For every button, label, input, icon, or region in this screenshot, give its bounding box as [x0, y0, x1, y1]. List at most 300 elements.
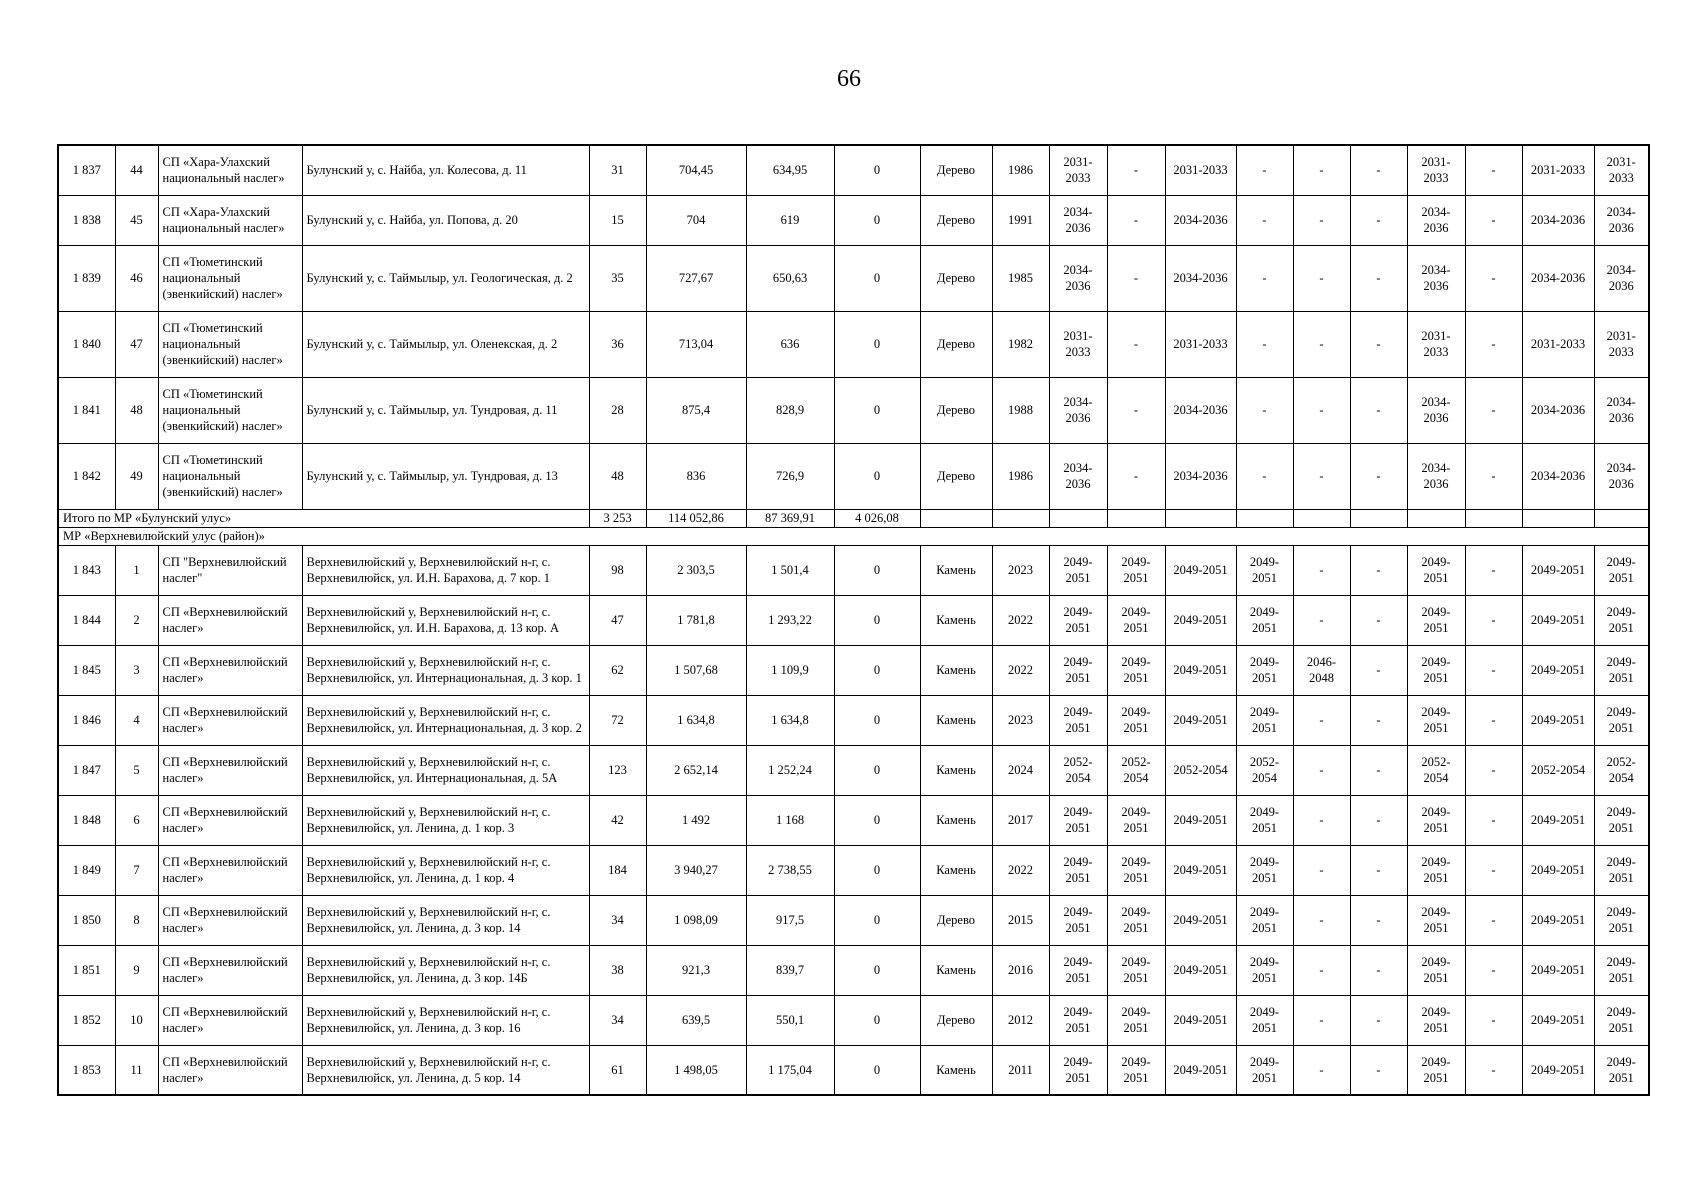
- apartments-count-cell: 184: [589, 845, 646, 895]
- period-7-cell: 2031-2033: [1407, 145, 1465, 195]
- period-9-cell: 2052-2054: [1522, 745, 1594, 795]
- total-empty-cell: [920, 509, 992, 527]
- period-8-cell: -: [1465, 695, 1522, 745]
- apartments-count-cell: 15: [589, 195, 646, 245]
- total-empty-cell: [1107, 509, 1165, 527]
- year-built-cell: 1991: [992, 195, 1049, 245]
- address-cell: Верхневилюйский у, Верхневилюйский н-г, с. Верхневилюйск, ул. Интернациональная, д. 3 кор. 2: [302, 695, 589, 745]
- living-area-cell: 726,9: [746, 443, 834, 509]
- period-6-cell: -: [1350, 1045, 1407, 1095]
- table-row: [58, 895, 1649, 945]
- living-area-cell: 1 109,9: [746, 645, 834, 695]
- living-area-cell: 828,9: [746, 377, 834, 443]
- wall-material-cell: Дерево: [920, 195, 992, 245]
- emergency-area-cell: 0: [834, 895, 920, 945]
- table-body: [58, 145, 1649, 1095]
- period-10-cell: 2049-2051: [1594, 1045, 1649, 1095]
- period-3-cell: 2034-2036: [1165, 195, 1236, 245]
- apartments-count-cell: 48: [589, 443, 646, 509]
- year-built-cell: 2016: [992, 945, 1049, 995]
- row-index-cell: 1 840: [58, 311, 115, 377]
- total-area-cell: 1 498,05: [646, 1045, 746, 1095]
- row-index-cell: 1 850: [58, 895, 115, 945]
- table-row: [58, 795, 1649, 845]
- period-3-cell: 2034-2036: [1165, 245, 1236, 311]
- period-2-cell: -: [1107, 195, 1165, 245]
- period-9-cell: 2031-2033: [1522, 311, 1594, 377]
- emergency-area-cell: 0: [834, 745, 920, 795]
- total-area-cell: 704: [646, 195, 746, 245]
- period-4-cell: -: [1236, 443, 1293, 509]
- period-8-cell: -: [1465, 995, 1522, 1045]
- address-cell: Верхневилюйский у, Верхневилюйский н-г, с. Верхневилюйск, ул. Интернациональная, д. 3 кор. 1: [302, 645, 589, 695]
- address-cell: Верхневилюйский у, Верхневилюйский н-г, с. Верхневилюйск, ул. Ленина, д. 1 кор. 4: [302, 845, 589, 895]
- total-area-cell: 727,67: [646, 245, 746, 311]
- period-1-cell: 2031-2033: [1049, 311, 1107, 377]
- total-empty-cell: [1236, 509, 1293, 527]
- period-3-cell: 2049-2051: [1165, 1045, 1236, 1095]
- emergency-area-cell: 0: [834, 545, 920, 595]
- period-4-cell: 2049-2051: [1236, 545, 1293, 595]
- period-10-cell: 2049-2051: [1594, 645, 1649, 695]
- wall-material-cell: Камень: [920, 795, 992, 845]
- period-3-cell: 2049-2051: [1165, 895, 1236, 945]
- period-7-cell: 2034-2036: [1407, 377, 1465, 443]
- organization-cell: СП «Верхневилюйский наслег»: [158, 745, 302, 795]
- period-6-cell: -: [1350, 745, 1407, 795]
- period-9-cell: 2034-2036: [1522, 443, 1594, 509]
- address-cell: Булунский у, с. Таймылыр, ул. Оленекская, д. 2: [302, 311, 589, 377]
- total-c3-cell: 87 369,91: [746, 509, 834, 527]
- organization-cell: СП «Верхневилюйский наслег»: [158, 1045, 302, 1095]
- period-7-cell: 2049-2051: [1407, 845, 1465, 895]
- total-area-cell: 1 781,8: [646, 595, 746, 645]
- period-4-cell: 2049-2051: [1236, 945, 1293, 995]
- row-index-cell: 1 841: [58, 377, 115, 443]
- period-3-cell: 2031-2033: [1165, 145, 1236, 195]
- row-number-cell: 2: [115, 595, 158, 645]
- total-area-cell: 1 507,68: [646, 645, 746, 695]
- period-10-cell: 2031-2033: [1594, 145, 1649, 195]
- period-1-cell: 2034-2036: [1049, 245, 1107, 311]
- address-cell: Булунский у, с. Таймылыр, ул. Тундровая, д. 13: [302, 443, 589, 509]
- emergency-area-cell: 0: [834, 595, 920, 645]
- period-6-cell: -: [1350, 895, 1407, 945]
- total-area-cell: 2 303,5: [646, 545, 746, 595]
- period-10-cell: 2049-2051: [1594, 795, 1649, 845]
- period-3-cell: 2031-2033: [1165, 311, 1236, 377]
- period-8-cell: -: [1465, 795, 1522, 845]
- period-5-cell: -: [1293, 443, 1350, 509]
- year-built-cell: 2023: [992, 545, 1049, 595]
- period-8-cell: -: [1465, 1045, 1522, 1095]
- period-2-cell: 2049-2051: [1107, 595, 1165, 645]
- emergency-area-cell: 0: [834, 695, 920, 745]
- total-label: Итого по МР «Булунский улус»: [58, 509, 589, 527]
- wall-material-cell: Дерево: [920, 311, 992, 377]
- period-3-cell: 2049-2051: [1165, 595, 1236, 645]
- wall-material-cell: Дерево: [920, 145, 992, 195]
- period-2-cell: 2049-2051: [1107, 1045, 1165, 1095]
- period-3-cell: 2034-2036: [1165, 377, 1236, 443]
- row-number-cell: 47: [115, 311, 158, 377]
- period-5-cell: -: [1293, 1045, 1350, 1095]
- period-6-cell: -: [1350, 945, 1407, 995]
- wall-material-cell: Дерево: [920, 443, 992, 509]
- period-6-cell: -: [1350, 995, 1407, 1045]
- period-9-cell: 2034-2036: [1522, 195, 1594, 245]
- organization-cell: СП «Тюметинский национальный (эвенкийский) наслег»: [158, 443, 302, 509]
- total-empty-cell: [1407, 509, 1465, 527]
- emergency-area-cell: 0: [834, 311, 920, 377]
- apartments-count-cell: 34: [589, 895, 646, 945]
- period-4-cell: 2049-2051: [1236, 595, 1293, 645]
- period-6-cell: -: [1350, 695, 1407, 745]
- period-9-cell: 2049-2051: [1522, 895, 1594, 945]
- period-6-cell: -: [1350, 145, 1407, 195]
- living-area-cell: 634,95: [746, 145, 834, 195]
- period-9-cell: 2049-2051: [1522, 995, 1594, 1045]
- period-1-cell: 2031-2033: [1049, 145, 1107, 195]
- period-10-cell: 2049-2051: [1594, 895, 1649, 945]
- row-index-cell: 1 843: [58, 545, 115, 595]
- row-index-cell: 1 842: [58, 443, 115, 509]
- period-3-cell: 2052-2054: [1165, 745, 1236, 795]
- total-area-cell: 3 940,27: [646, 845, 746, 895]
- address-cell: Булунский у, с. Таймылыр, ул. Тундровая, д. 11: [302, 377, 589, 443]
- total-empty-cell: [992, 509, 1049, 527]
- organization-cell: СП «Верхневилюйский наслег»: [158, 695, 302, 745]
- row-number-cell: 4: [115, 695, 158, 745]
- period-9-cell: 2049-2051: [1522, 545, 1594, 595]
- period-8-cell: -: [1465, 745, 1522, 795]
- row-index-cell: 1 848: [58, 795, 115, 845]
- period-5-cell: -: [1293, 545, 1350, 595]
- period-1-cell: 2034-2036: [1049, 443, 1107, 509]
- table-row: [58, 995, 1649, 1045]
- period-4-cell: -: [1236, 311, 1293, 377]
- period-1-cell: 2049-2051: [1049, 895, 1107, 945]
- period-8-cell: -: [1465, 195, 1522, 245]
- section-label: МР «Верхневилюйский улус (район)»: [58, 527, 1649, 545]
- period-1-cell: 2049-2051: [1049, 1045, 1107, 1095]
- total-area-cell: 921,3: [646, 945, 746, 995]
- address-cell: Верхневилюйский у, Верхневилюйский н-г, с. Верхневилюйск, ул. Ленина, д. 1 кор. 3: [302, 795, 589, 845]
- row-number-cell: 49: [115, 443, 158, 509]
- period-10-cell: 2052-2054: [1594, 745, 1649, 795]
- emergency-area-cell: 0: [834, 377, 920, 443]
- row-number-cell: 3: [115, 645, 158, 695]
- table-row: [58, 595, 1649, 645]
- row-number-cell: 1: [115, 545, 158, 595]
- total-c4-cell: 4 026,08: [834, 509, 920, 527]
- period-7-cell: 2049-2051: [1407, 995, 1465, 1045]
- wall-material-cell: Камень: [920, 595, 992, 645]
- period-7-cell: 2049-2051: [1407, 645, 1465, 695]
- period-8-cell: -: [1465, 311, 1522, 377]
- period-6-cell: -: [1350, 645, 1407, 695]
- table-row: [58, 745, 1649, 795]
- year-built-cell: 2017: [992, 795, 1049, 845]
- housing-register-table: [57, 144, 1650, 1096]
- period-8-cell: -: [1465, 245, 1522, 311]
- address-cell: Булунский у, с. Найба, ул. Попова, д. 20: [302, 195, 589, 245]
- period-8-cell: -: [1465, 945, 1522, 995]
- apartments-count-cell: 35: [589, 245, 646, 311]
- year-built-cell: 2011: [992, 1045, 1049, 1095]
- organization-cell: СП «Верхневилюйский наслег»: [158, 845, 302, 895]
- living-area-cell: 917,5: [746, 895, 834, 945]
- period-4-cell: 2049-2051: [1236, 795, 1293, 845]
- period-5-cell: -: [1293, 995, 1350, 1045]
- period-6-cell: -: [1350, 545, 1407, 595]
- wall-material-cell: Камень: [920, 945, 992, 995]
- period-4-cell: 2052-2054: [1236, 745, 1293, 795]
- table-row: [58, 311, 1649, 377]
- page-number: 66: [837, 66, 861, 92]
- period-1-cell: 2049-2051: [1049, 645, 1107, 695]
- row-number-cell: 8: [115, 895, 158, 945]
- year-built-cell: 1985: [992, 245, 1049, 311]
- apartments-count-cell: 62: [589, 645, 646, 695]
- table-row: [58, 545, 1649, 595]
- address-cell: Верхневилюйский у, Верхневилюйский н-г, с. Верхневилюйск, ул. Ленина, д. 3 кор. 16: [302, 995, 589, 1045]
- total-c1-cell: 3 253: [589, 509, 646, 527]
- apartments-count-cell: 72: [589, 695, 646, 745]
- apartments-count-cell: 34: [589, 995, 646, 1045]
- total-empty-cell: [1293, 509, 1350, 527]
- row-number-cell: 7: [115, 845, 158, 895]
- period-9-cell: 2049-2051: [1522, 845, 1594, 895]
- period-7-cell: 2031-2033: [1407, 311, 1465, 377]
- address-cell: Верхневилюйский у, Верхневилюйский н-г, с. Верхневилюйск, ул. Ленина, д. 5 кор. 14: [302, 1045, 589, 1095]
- living-area-cell: 839,7: [746, 945, 834, 995]
- living-area-cell: 1 168: [746, 795, 834, 845]
- year-built-cell: 1988: [992, 377, 1049, 443]
- year-built-cell: 1986: [992, 443, 1049, 509]
- period-5-cell: -: [1293, 311, 1350, 377]
- organization-cell: СП «Тюметинский национальный (эвенкийский) наслег»: [158, 311, 302, 377]
- total-row: [58, 509, 1649, 527]
- row-number-cell: 10: [115, 995, 158, 1045]
- period-4-cell: -: [1236, 145, 1293, 195]
- period-7-cell: 2049-2051: [1407, 1045, 1465, 1095]
- living-area-cell: 1 501,4: [746, 545, 834, 595]
- period-5-cell: -: [1293, 795, 1350, 845]
- period-7-cell: 2049-2051: [1407, 795, 1465, 845]
- table-row: [58, 845, 1649, 895]
- period-7-cell: 2052-2054: [1407, 745, 1465, 795]
- period-7-cell: 2049-2051: [1407, 595, 1465, 645]
- period-4-cell: 2049-2051: [1236, 695, 1293, 745]
- emergency-area-cell: 0: [834, 645, 920, 695]
- period-6-cell: -: [1350, 443, 1407, 509]
- living-area-cell: 1 252,24: [746, 745, 834, 795]
- wall-material-cell: Дерево: [920, 895, 992, 945]
- organization-cell: СП «Тюметинский национальный (эвенкийский) наслег»: [158, 245, 302, 311]
- period-7-cell: 2034-2036: [1407, 443, 1465, 509]
- table-row: [58, 195, 1649, 245]
- period-2-cell: 2049-2051: [1107, 545, 1165, 595]
- wall-material-cell: Камень: [920, 645, 992, 695]
- living-area-cell: 2 738,55: [746, 845, 834, 895]
- period-7-cell: 2034-2036: [1407, 195, 1465, 245]
- period-2-cell: 2049-2051: [1107, 795, 1165, 845]
- apartments-count-cell: 98: [589, 545, 646, 595]
- row-number-cell: 46: [115, 245, 158, 311]
- row-index-cell: 1 847: [58, 745, 115, 795]
- period-1-cell: 2049-2051: [1049, 695, 1107, 745]
- period-10-cell: 2049-2051: [1594, 995, 1649, 1045]
- row-index-cell: 1 846: [58, 695, 115, 745]
- emergency-area-cell: 0: [834, 795, 920, 845]
- year-built-cell: 1986: [992, 145, 1049, 195]
- organization-cell: СП «Верхневилюйский наслег»: [158, 795, 302, 845]
- period-4-cell: 2049-2051: [1236, 1045, 1293, 1095]
- organization-cell: СП «Тюметинский национальный (эвенкийский) наслег»: [158, 377, 302, 443]
- period-7-cell: 2049-2051: [1407, 695, 1465, 745]
- row-number-cell: 45: [115, 195, 158, 245]
- table-row: [58, 695, 1649, 745]
- period-8-cell: -: [1465, 443, 1522, 509]
- period-9-cell: 2049-2051: [1522, 645, 1594, 695]
- period-3-cell: 2049-2051: [1165, 995, 1236, 1045]
- table-row: [58, 245, 1649, 311]
- row-index-cell: 1 844: [58, 595, 115, 645]
- period-9-cell: 2049-2051: [1522, 795, 1594, 845]
- apartments-count-cell: 36: [589, 311, 646, 377]
- wall-material-cell: Дерево: [920, 377, 992, 443]
- emergency-area-cell: 0: [834, 145, 920, 195]
- period-9-cell: 2049-2051: [1522, 945, 1594, 995]
- emergency-area-cell: 0: [834, 995, 920, 1045]
- period-1-cell: 2049-2051: [1049, 545, 1107, 595]
- period-10-cell: 2049-2051: [1594, 695, 1649, 745]
- row-index-cell: 1 845: [58, 645, 115, 695]
- period-1-cell: 2049-2051: [1049, 995, 1107, 1045]
- period-6-cell: -: [1350, 195, 1407, 245]
- total-area-cell: 1 492: [646, 795, 746, 845]
- period-2-cell: 2049-2051: [1107, 845, 1165, 895]
- period-6-cell: -: [1350, 595, 1407, 645]
- row-index-cell: 1 851: [58, 945, 115, 995]
- period-5-cell: -: [1293, 845, 1350, 895]
- period-1-cell: 2049-2051: [1049, 595, 1107, 645]
- wall-material-cell: Камень: [920, 695, 992, 745]
- period-10-cell: 2034-2036: [1594, 443, 1649, 509]
- period-5-cell: -: [1293, 195, 1350, 245]
- row-number-cell: 6: [115, 795, 158, 845]
- period-5-cell: -: [1293, 145, 1350, 195]
- period-3-cell: 2034-2036: [1165, 443, 1236, 509]
- period-2-cell: 2049-2051: [1107, 695, 1165, 745]
- period-8-cell: -: [1465, 895, 1522, 945]
- total-area-cell: 1 098,09: [646, 895, 746, 945]
- period-10-cell: 2031-2033: [1594, 311, 1649, 377]
- period-7-cell: 2034-2036: [1407, 245, 1465, 311]
- apartments-count-cell: 47: [589, 595, 646, 645]
- period-10-cell: 2034-2036: [1594, 377, 1649, 443]
- period-4-cell: 2049-2051: [1236, 845, 1293, 895]
- year-built-cell: 2012: [992, 995, 1049, 1045]
- table-row: [58, 377, 1649, 443]
- period-1-cell: 2049-2051: [1049, 795, 1107, 845]
- period-5-cell: 2046-2048: [1293, 645, 1350, 695]
- period-5-cell: -: [1293, 695, 1350, 745]
- period-6-cell: -: [1350, 845, 1407, 895]
- period-10-cell: 2049-2051: [1594, 545, 1649, 595]
- period-9-cell: 2049-2051: [1522, 695, 1594, 745]
- address-cell: Верхневилюйский у, Верхневилюйский н-г, с. Верхневилюйск, ул. Ленина, д. 3 кор. 14Б: [302, 945, 589, 995]
- wall-material-cell: Камень: [920, 1045, 992, 1095]
- period-2-cell: 2049-2051: [1107, 945, 1165, 995]
- year-built-cell: 2022: [992, 595, 1049, 645]
- period-2-cell: 2049-2051: [1107, 645, 1165, 695]
- organization-cell: СП «Верхневилюйский наслег»: [158, 945, 302, 995]
- total-area-cell: 875,4: [646, 377, 746, 443]
- address-cell: Булунский у, с. Таймылыр, ул. Геологическая, д. 2: [302, 245, 589, 311]
- total-c2-cell: 114 052,86: [646, 509, 746, 527]
- wall-material-cell: Камень: [920, 545, 992, 595]
- period-4-cell: 2049-2051: [1236, 995, 1293, 1045]
- period-4-cell: 2049-2051: [1236, 645, 1293, 695]
- emergency-area-cell: 0: [834, 443, 920, 509]
- wall-material-cell: Дерево: [920, 245, 992, 311]
- table-row: [58, 443, 1649, 509]
- period-7-cell: 2049-2051: [1407, 545, 1465, 595]
- period-10-cell: 2049-2051: [1594, 595, 1649, 645]
- row-index-cell: 1 837: [58, 145, 115, 195]
- table-row: [58, 945, 1649, 995]
- address-cell: Верхневилюйский у, Верхневилюйский н-г, с. Верхневилюйск, ул. И.Н. Барахова, д. 13 кор. А: [302, 595, 589, 645]
- period-1-cell: 2049-2051: [1049, 945, 1107, 995]
- period-10-cell: 2049-2051: [1594, 945, 1649, 995]
- table-row: [58, 1045, 1649, 1095]
- apartments-count-cell: 61: [589, 1045, 646, 1095]
- apartments-count-cell: 28: [589, 377, 646, 443]
- period-3-cell: 2049-2051: [1165, 645, 1236, 695]
- total-empty-cell: [1350, 509, 1407, 527]
- living-area-cell: 636: [746, 311, 834, 377]
- address-cell: Верхневилюйский у, Верхневилюйский н-г, с. Верхневилюйск, ул. Интернациональная, д. 5А: [302, 745, 589, 795]
- period-9-cell: 2031-2033: [1522, 145, 1594, 195]
- period-5-cell: -: [1293, 745, 1350, 795]
- period-4-cell: -: [1236, 195, 1293, 245]
- row-number-cell: 11: [115, 1045, 158, 1095]
- period-2-cell: -: [1107, 443, 1165, 509]
- organization-cell: СП «Верхневилюйский наслег»: [158, 645, 302, 695]
- period-1-cell: 2049-2051: [1049, 845, 1107, 895]
- row-number-cell: 48: [115, 377, 158, 443]
- row-index-cell: 1 838: [58, 195, 115, 245]
- period-7-cell: 2049-2051: [1407, 895, 1465, 945]
- living-area-cell: 550,1: [746, 995, 834, 1045]
- year-built-cell: 2023: [992, 695, 1049, 745]
- period-5-cell: -: [1293, 245, 1350, 311]
- apartments-count-cell: 31: [589, 145, 646, 195]
- year-built-cell: 1982: [992, 311, 1049, 377]
- period-10-cell: 2049-2051: [1594, 845, 1649, 895]
- emergency-area-cell: 0: [834, 195, 920, 245]
- period-9-cell: 2034-2036: [1522, 245, 1594, 311]
- period-10-cell: 2034-2036: [1594, 195, 1649, 245]
- wall-material-cell: Дерево: [920, 995, 992, 1045]
- total-empty-cell: [1522, 509, 1594, 527]
- apartments-count-cell: 42: [589, 795, 646, 845]
- period-9-cell: 2049-2051: [1522, 1045, 1594, 1095]
- row-index-cell: 1 852: [58, 995, 115, 1045]
- address-cell: Верхневилюйский у, Верхневилюйский н-г, с. Верхневилюйск, ул. И.Н. Барахова, д. 7 кор. 1: [302, 545, 589, 595]
